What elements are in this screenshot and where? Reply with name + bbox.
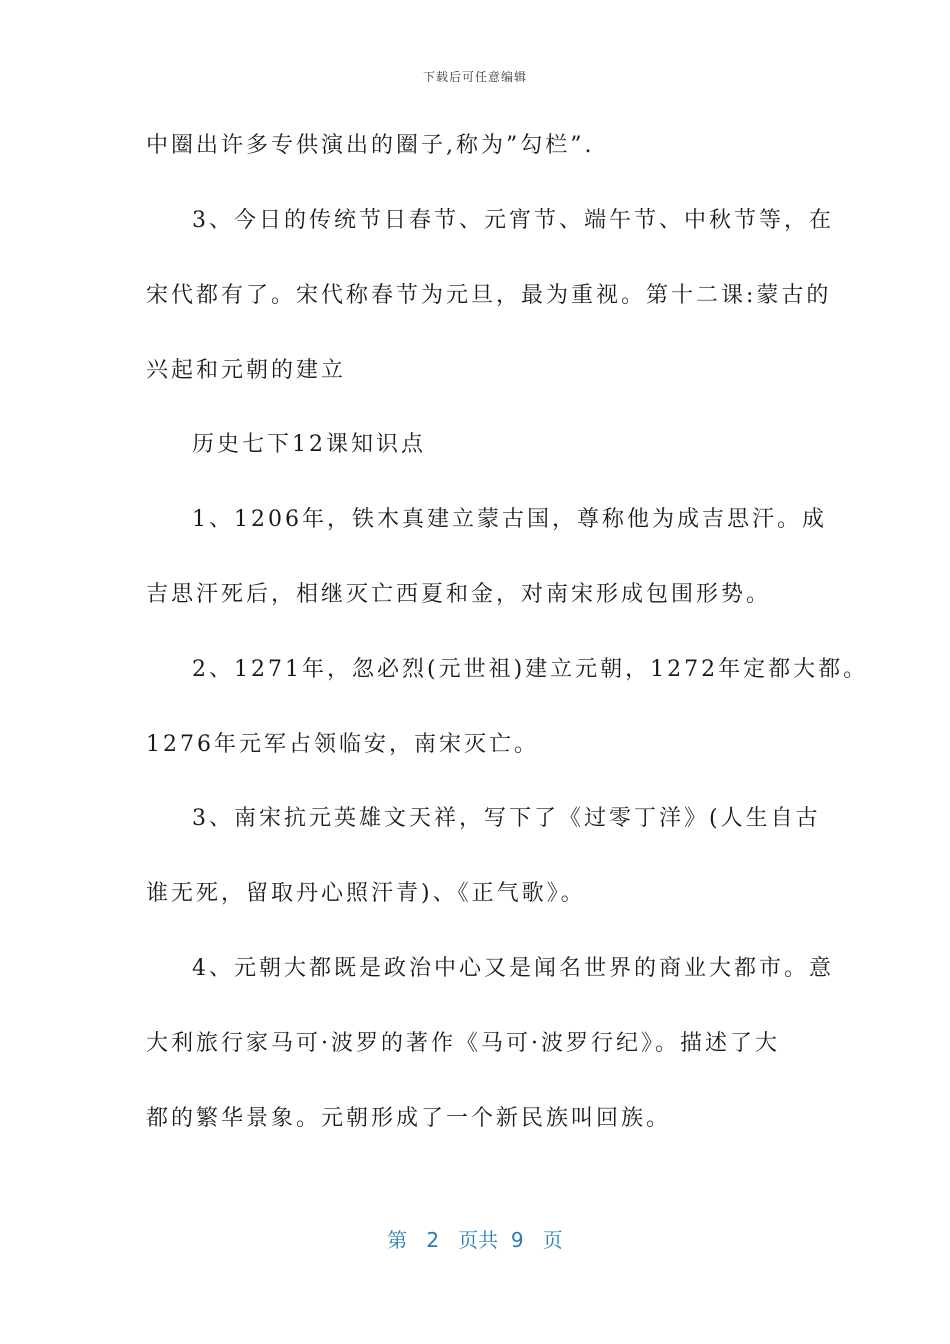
footer-suffix: 页 (542, 1228, 563, 1252)
text-line-13: 大利旅行家马可·波罗的著作《马可·波罗行纪》。描述了大 (146, 1031, 780, 1056)
section-heading: 历史七下12课知识点 (192, 432, 426, 457)
page-footer (0, 1224, 950, 1253)
text-line-6: 1、1206年，铁木真建立蒙古国，尊称他为成吉思汗。成 (192, 507, 827, 532)
text-line-14: 都的繁华景象。元朝形成了一个新民族叫回族。 (146, 1106, 672, 1131)
footer-prefix: 第 (387, 1228, 408, 1252)
current-page-number: 2 (426, 1228, 440, 1252)
text-line-12: 4、元朝大都既是政治中心又是闻名世界的商业大都市。意 (192, 956, 834, 981)
text-line-1: 中圈出许多专供演出的圈子,称为”勾栏”. (146, 133, 595, 158)
header-note: 下载后可任意编辑 (422, 70, 527, 84)
footer-middle: 页共 (458, 1228, 499, 1252)
text-line-3: 宋代都有了。宋代称春节为元旦，最为重视。第十二课:蒙古的 (146, 283, 832, 308)
text-line-4: 兴起和元朝的建立 (146, 358, 347, 383)
text-line-7: 吉思汗死后，相继灭亡西夏和金，对南宋形成包围形势。 (146, 582, 772, 607)
total-pages-number: 9 (510, 1228, 524, 1252)
text-line-9: 1276年元军占领临安，南宋灭亡。 (146, 732, 539, 757)
text-line-10: 3、南宋抗元英雄文天祥，写下了《过零丁洋》(人生自古 (192, 806, 821, 831)
text-line-8: 2、1271年，忽必烈(元世祖)建立元朝，1272年定都大都。 (192, 657, 869, 682)
text-line-11: 谁无死，留取丹心照汗青)、《正气歌》。 (146, 881, 586, 906)
text-line-2: 3、今日的传统节日春节、元宵节、端午节、中秋节等，在 (192, 208, 834, 233)
